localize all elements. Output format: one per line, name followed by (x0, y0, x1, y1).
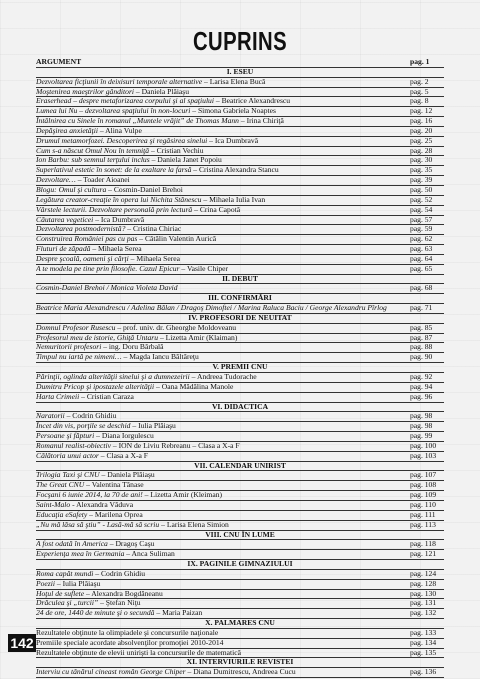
toc-entry-title (36, 176, 410, 185)
toc-entry-work-title: A te modela pe tine prin filosofie. Cazul Epicur (36, 264, 180, 273)
toc-entry-page: pag. 5 (410, 87, 429, 96)
toc-entry-title (36, 255, 410, 264)
toc-entry-author: – Mihaela Serea (90, 245, 142, 254)
toc-entry-work-title: Drăculea şi „turcii” (36, 599, 99, 608)
toc-entry-author: – Iulia Plăiaşu (130, 422, 176, 431)
toc-entry-work-title: Experienţa mea în Germania (36, 550, 125, 559)
toc-entry-page: pag. 30 (410, 156, 433, 165)
toc-entry-page: pag. 90 (410, 353, 433, 362)
toc-entry[interactable] (36, 176, 444, 186)
toc-entry-title (36, 156, 410, 165)
toc-entry-work-title: Cum s-a născut Omul Nou în temniţă (36, 146, 150, 155)
toc-entry-work-title: Nemuritorii profesori (36, 343, 102, 352)
toc-entry-title (36, 649, 410, 658)
toc-entry-title (36, 334, 410, 343)
toc-entry-work-title: Fluturi de zăpadă (36, 245, 91, 254)
toc-entry[interactable] (36, 186, 444, 196)
toc-entry-title (36, 78, 410, 87)
toc-entry-page: pag. 54 (410, 205, 433, 214)
toc-entry[interactable] (36, 570, 444, 580)
section-heading: XI. INTERVIURILE REVISTEI (36, 658, 444, 668)
toc-entry-author: – Lizetta Amir (Klaiman) (158, 333, 238, 342)
toc-entry-page: pag. 110 (410, 500, 436, 509)
toc-entry-title (36, 166, 410, 175)
toc-entry[interactable] (36, 107, 444, 117)
toc-entry-title (36, 570, 410, 579)
toc-entry-title (36, 412, 410, 421)
toc-entry-work-title: Poezii (36, 579, 55, 588)
toc-entry-author: Rezultatele obţinute de elevii unirişti la concursurile de matematică (36, 648, 241, 657)
toc-entry-title (36, 117, 410, 126)
toc-entry-work-title: Dumitru Pricop şi ipostazele alterităţii (36, 382, 155, 391)
toc-entry-author: – Cristian Vechiu (149, 146, 204, 155)
toc-entry-author: – Cătălin Valentin Aurică (137, 235, 217, 244)
toc-entry[interactable] (36, 127, 444, 137)
toc-entry-page: pag. 98 (410, 422, 433, 431)
toc-entry[interactable] (36, 196, 444, 206)
toc-entry-work-title: Timpul nu iartă pe nimeni… (36, 353, 122, 362)
toc-entry-title (36, 216, 410, 225)
toc-entry-work-title: Lumea lui Nu – dezvoltarea spaţiului în non-locuri (36, 107, 191, 116)
toc-entry-page: pag. 25 (410, 136, 433, 145)
page-title: CUPRINS (192, 26, 287, 56)
toc-entry-work-title: Dezvoltarea ficţiunii în deixisuri temporale alternative (36, 77, 203, 86)
toc-entry-page: pag. 87 (410, 333, 433, 342)
toc-entry-page: pag. 92 (410, 373, 433, 381)
toc-entry-author: – Daniela Plăiaşu (134, 87, 190, 96)
toc-entry-work-title: Încet din vis, porţile se deschid (36, 422, 131, 431)
toc-entry[interactable] (36, 668, 444, 678)
toc-entry-author: – Cristina Chiriac (125, 225, 182, 234)
toc-entry-author: – Marilena Oprea (87, 510, 143, 519)
toc-entry-author: – Dragoş Caşu (107, 540, 155, 549)
toc-entry-work-title: Romanul realist-obiectiv (36, 441, 112, 450)
toc-entry-author: – Larisa Elena Simion (159, 520, 229, 529)
toc-entry-page: pag. 96 (410, 392, 433, 401)
toc-entry-author: - Alexandra Văduva (70, 500, 134, 509)
toc-entry-page: pag. 134 (410, 638, 437, 647)
toc-entry-work-title: Interviu cu tânărul cineast român George Chiper (36, 668, 186, 677)
toc-entry-work-title: Dezvoltare… (36, 176, 76, 185)
toc-entry-work-title: The Great CNU (36, 481, 85, 490)
toc-entry-author: – Oana Mădălina Manole (154, 382, 234, 391)
toc-entry-title (36, 225, 410, 234)
section-heading: IV. PROFESORI DE NEUITAT (36, 314, 444, 324)
toc-entry-author: – Daniela Janet Popoiu (149, 156, 222, 165)
toc-entry-page: pag. 71 (410, 304, 433, 313)
section-heading: X. PALMARES CNU (36, 619, 444, 629)
toc-entry[interactable] (36, 343, 444, 353)
toc-entry-title (36, 668, 410, 677)
toc-entry-page: pag. 12 (410, 107, 433, 116)
toc-entry-work-title: Trilogia Taxi şi CNU (36, 471, 100, 480)
toc-entry[interactable] (36, 432, 444, 442)
toc-entry-page: pag. 8 (410, 97, 429, 106)
section-heading: VIII. CNU ÎN LUME (36, 531, 444, 541)
toc-entry-author: – Cosmin-Daniel Brehoi (106, 185, 183, 194)
toc-entry-work-title: Construirea României pas cu pas (36, 235, 138, 244)
toc-entry-title (36, 127, 410, 136)
toc-entry-author: – Ica Dumbravă (93, 215, 145, 224)
toc-entry-work-title: Naratorii (36, 412, 65, 421)
toc-entry-work-title: Vârstele lecturii. Dezvoltare personală prin lectură (36, 205, 193, 214)
toc-entry[interactable] (36, 216, 444, 226)
toc-entry-work-title: Legătura creator-creaţie în opera lui Nichita Stănescu (36, 195, 202, 204)
toc-entry-title (36, 147, 410, 156)
toc-entry-title (36, 550, 410, 559)
toc-entry-work-title: Beatrice Maria Alexandrescu / Adelina Bălan / Dragoş Dimoftei / Marina Raluca Baciu / George Alexandru Pîrlog (36, 304, 387, 313)
table-of-contents (36, 58, 444, 678)
toc-entry-page: pag. 108 (410, 481, 437, 490)
toc-entry[interactable] (36, 373, 444, 383)
toc-entry-page: pag. 136 (410, 668, 437, 677)
toc-entry-work-title: Eraserhead – despre metaforizarea corpului şi al spaţiului (36, 97, 214, 106)
toc-entry-work-title: Superlativul estetic în sonet: de la exaltare la farsă (36, 166, 192, 175)
toc-entry-work-title: Dezvoltarea postmodernistă? (36, 225, 126, 234)
toc-entry-author: Rezultatele obţinute la olimpiadele şi concursurile naţionale (36, 628, 219, 637)
toc-entry-author: – Codrin Ghidiu (93, 569, 146, 578)
toc-entry-page: pag. 99 (410, 432, 433, 441)
toc-entry-author: – Daniela Plăiaşu (99, 471, 155, 480)
toc-entry-author: – Irina Chiriţă (238, 117, 284, 126)
toc-entry-author: ARGUMENT (36, 58, 82, 66)
toc-entry-title (36, 284, 410, 293)
toc-entry-title (36, 609, 410, 618)
toc-entry-author: – Maria Paizan (154, 609, 203, 618)
toc-entry-title (36, 511, 410, 520)
toc-entry-work-title: Blogu: Omul şi cultura (36, 185, 107, 194)
toc-entry-page: pag. 124 (410, 569, 437, 578)
toc-entry-page: pag. 133 (410, 628, 437, 637)
toc-entry-page: pag. 35 (410, 166, 433, 175)
toc-entry[interactable] (36, 225, 444, 235)
toc-entry-title (36, 422, 410, 431)
toc-entry[interactable] (36, 166, 444, 176)
toc-entry-author: – Cristian Caraza (79, 392, 134, 401)
toc-entry-author: – Clasa a X-a F (98, 451, 149, 460)
toc-entry[interactable] (36, 147, 444, 157)
toc-entry-work-title: Drumul metamorfozei. Descoperirea şi regăsirea sinelui (36, 136, 208, 145)
toc-entry-author: – Cristina Alexandra Stancu (191, 166, 279, 175)
toc-entry[interactable] (36, 471, 444, 481)
toc-entry[interactable] (36, 245, 444, 255)
toc-entry-work-title: Profesorul meu de istorie, Ghiţă Untaru (36, 333, 159, 342)
toc-entry[interactable] (36, 137, 444, 147)
toc-entry[interactable] (36, 206, 444, 216)
toc-entry-author: – Diana Iorgulescu (94, 432, 154, 441)
toc-entry-work-title: Întâlnirea cu Sinele în romanul „Muntele vrăjit” de Thomas Mann (36, 117, 239, 126)
toc-entry-author: – Anca Suliman (124, 550, 175, 559)
toc-entry-title (36, 97, 410, 106)
toc-entry-page: pag. 98 (410, 412, 433, 421)
toc-entry-author: – Vasile Chiper (179, 264, 229, 273)
toc-entry-page: pag. 57 (410, 215, 433, 224)
toc-entry-title (36, 452, 410, 461)
toc-entry-author: – Diana Dumitrescu, Andreea Cucu (185, 668, 296, 677)
toc-entry-title (36, 324, 410, 333)
toc-entry-work-title: 24 de ore, 1440 de minute şi o secundă (36, 609, 155, 618)
toc-entry-author: – ION de Liviu Rebreanu – Clasa a X-a F (111, 441, 240, 450)
toc-entry-title (36, 501, 410, 510)
toc-entry-author: – Iulia Plăiaşu (54, 579, 101, 588)
toc-entry-work-title: Persoane şi făpturi (36, 432, 95, 441)
toc-entry-author: – Crina Capotă (192, 205, 241, 214)
toc-entry-page: pag. 63 (410, 245, 433, 254)
toc-entry-work-title: Roma capăt mundi (36, 569, 94, 578)
toc-entry-work-title: A fost odată în America (36, 540, 108, 549)
toc-entry[interactable] (36, 412, 444, 422)
toc-entry-author: – Mihaela Serea (128, 254, 180, 263)
toc-entry-author: – Magda Iancu Băltăreţu (121, 353, 199, 362)
toc-entry-page: pag. 65 (410, 264, 433, 273)
toc-entry-page: pag. 113 (410, 520, 436, 529)
toc-entry-work-title: Ion Barbu: sub semnul terţului inclus (36, 156, 150, 165)
toc-entry-work-title: Focşani 6 iunie 2014, la 70 de ani! (36, 491, 143, 500)
toc-entry-title (36, 265, 410, 274)
toc-entry-page: pag. 50 (410, 185, 433, 194)
toc-entry-page: pag. 88 (410, 343, 433, 352)
toc-entry-title (36, 137, 410, 146)
toc-entry-page: pag. 111 (410, 510, 436, 519)
toc-entry-work-title: Călătoria unui actor (36, 451, 99, 460)
toc-entry-author: – Codrin Ghidiu (64, 412, 117, 421)
toc-entry-title (36, 590, 410, 599)
toc-entry-title (36, 481, 410, 490)
toc-entry-work-title: Moştenirea maeştrilor gânditori (36, 87, 135, 96)
toc-entry-author: – Ica Dumbravă (207, 136, 259, 145)
toc-entry-work-title: Căutarea vegeticei (36, 215, 94, 224)
toc-entry-title (36, 491, 410, 500)
toc-entry-page: pag. 131 (410, 599, 437, 608)
toc-entry[interactable] (36, 639, 444, 649)
section-heading: VII. CALENDAR UNIRIST (36, 462, 444, 472)
toc-entry[interactable] (36, 117, 444, 127)
toc-entry-page: pag. 128 (410, 579, 437, 588)
toc-entry[interactable] (36, 334, 444, 344)
toc-entry-work-title: Depăşirea anxietăţii (36, 126, 98, 135)
toc-entry-title (36, 206, 410, 215)
toc-entry-page: pag. 64 (410, 254, 433, 263)
toc-entry-author: – Ştefan Niţu (98, 599, 141, 608)
toc-entry-page: pag. 16 (410, 117, 433, 126)
section-heading: IX. PAGINILE GIMNAZIULUI (36, 560, 444, 570)
toc-entry-page: pag. 1 (410, 58, 430, 66)
toc-entry-author: – Mihaela Iulia Ivan (201, 195, 266, 204)
section-heading: II. DEBUT (36, 275, 444, 285)
toc-entry[interactable] (36, 255, 444, 265)
toc-entry[interactable] (36, 156, 444, 166)
toc-entry-author: Premiile speciale acordate absolvenţilor promoţiei 2010-2014 (36, 638, 224, 647)
toc-entry[interactable] (36, 590, 444, 600)
toc-entry[interactable] (36, 511, 444, 521)
toc-entry[interactable] (36, 491, 444, 501)
toc-entry-page: pag. 100 (410, 441, 437, 450)
toc-entry-title (36, 383, 410, 392)
toc-entry-page: pag. 2 (410, 77, 429, 86)
toc-entry-title (36, 58, 410, 67)
toc-entry-title (36, 580, 410, 589)
toc-entry-page: pag. 20 (410, 126, 433, 135)
section-heading: I. ESEU (36, 68, 444, 78)
toc-entry-page: pag. 39 (410, 176, 433, 185)
toc-entry-page: pag. 118 (410, 540, 436, 549)
toc-entry[interactable] (36, 383, 444, 393)
toc-entry-author: – Alexandra Bogdăneanu (84, 589, 163, 598)
toc-entry-work-title: Saint-Malo (36, 500, 71, 509)
toc-entry-page: pag. 132 (410, 609, 437, 618)
toc-entry-work-title: Părinţii, oglinda alterităţii sinelui şi a dumnezeirii (36, 373, 190, 381)
toc-entry-page: pag. 130 (410, 589, 437, 598)
toc-entry-work-title: Cosmin-Daniel Brehoi / Monica Violeta David (36, 284, 178, 293)
toc-entry-title (36, 471, 410, 480)
toc-entry-page: pag. 28 (410, 146, 433, 155)
section-heading: V. PREMII CNU (36, 363, 444, 373)
toc-entry-title (36, 88, 410, 97)
toc-entry-page: pag. 103 (410, 451, 437, 460)
toc-entry-author: – Simona Gabriela Noaptes (190, 107, 276, 116)
toc-entry-title (36, 393, 410, 402)
toc-entry[interactable] (36, 599, 444, 609)
toc-entry-title (36, 235, 410, 244)
toc-entry-page: pag. 107 (410, 471, 437, 480)
toc-entry-page: pag. 94 (410, 382, 433, 391)
toc-entry-work-title: Harta Crimeii (36, 392, 80, 401)
toc-entry-title (36, 432, 410, 441)
toc-entry[interactable] (36, 481, 444, 491)
section-heading: III. CONFIRMĂRI (36, 294, 444, 304)
toc-entry-title (36, 107, 410, 116)
toc-entry-title (36, 373, 410, 382)
toc-entry-title (36, 186, 410, 195)
toc-entry[interactable] (36, 540, 444, 550)
toc-entry-author: – Toader Aioanei (75, 176, 130, 185)
toc-entry-title (36, 599, 410, 608)
toc-entry-work-title: Despre şcoală, oameni şi cărţi (36, 254, 129, 263)
toc-entry-title (36, 639, 410, 648)
toc-entry-page: pag. 62 (410, 235, 433, 244)
toc-entry[interactable] (36, 580, 444, 590)
toc-entry[interactable] (36, 78, 444, 88)
toc-entry-title (36, 245, 410, 254)
toc-entry-author: – Andreea Tudorache (189, 373, 257, 381)
toc-entry[interactable] (36, 97, 444, 107)
toc-entry-title (36, 343, 410, 352)
toc-entry[interactable] (36, 88, 444, 98)
toc-entry-title (36, 304, 410, 313)
toc-entry-title (36, 353, 410, 362)
toc-entry-page: pag. 85 (410, 323, 433, 332)
toc-entry-work-title: „Nu mă lăsa să ştiu” - Lasă-mă să scriu (36, 520, 160, 529)
toc-entry-page: pag. 121 (410, 550, 437, 559)
toc-entry-author: – Valentina Tănase (84, 481, 144, 490)
toc-entry-work-title: Educaţia eSafety (36, 510, 88, 519)
toc-entry-author: – Alina Vulpe (97, 126, 142, 135)
toc-entry-page: pag. 59 (410, 225, 433, 234)
section-heading: VI. DIDACTICA (36, 403, 444, 413)
page-number: 142 (8, 634, 36, 652)
toc-entry[interactable] (36, 501, 444, 511)
toc-entry-author: – ing. Doru Bărbală (101, 343, 164, 352)
toc-entry-author: – prof. univ. dr. Gheorghe Moldoveanu (115, 323, 237, 332)
toc-entry-author: – Lizetta Amir (Kleiman) (142, 491, 223, 500)
toc-entry-title (36, 196, 410, 205)
toc-entry[interactable] (36, 422, 444, 432)
toc-entry-author: – Beatrice Alexandrescu (213, 97, 291, 106)
toc-entry[interactable] (36, 235, 444, 245)
toc-entry-title (36, 442, 410, 451)
toc-entry-title (36, 629, 410, 638)
toc-entry-page: pag. 109 (410, 491, 437, 500)
toc-entry-work-title: Hoţul de suflete (36, 589, 85, 598)
toc-entry-title (36, 540, 410, 549)
toc-entry-page: pag. 68 (410, 284, 433, 293)
toc-entry-page: pag. 135 (410, 648, 437, 657)
toc-entry[interactable] (36, 629, 444, 639)
toc-entry-title (36, 521, 410, 530)
toc-entry-author: – Larisa Elena Bucă (202, 77, 266, 86)
toc-entry-page: pag. 52 (410, 195, 433, 204)
toc-entry[interactable] (36, 324, 444, 334)
toc-entry-work-title: Domnul Profesor Rusescu (36, 323, 116, 332)
toc-entry[interactable] (36, 442, 444, 452)
